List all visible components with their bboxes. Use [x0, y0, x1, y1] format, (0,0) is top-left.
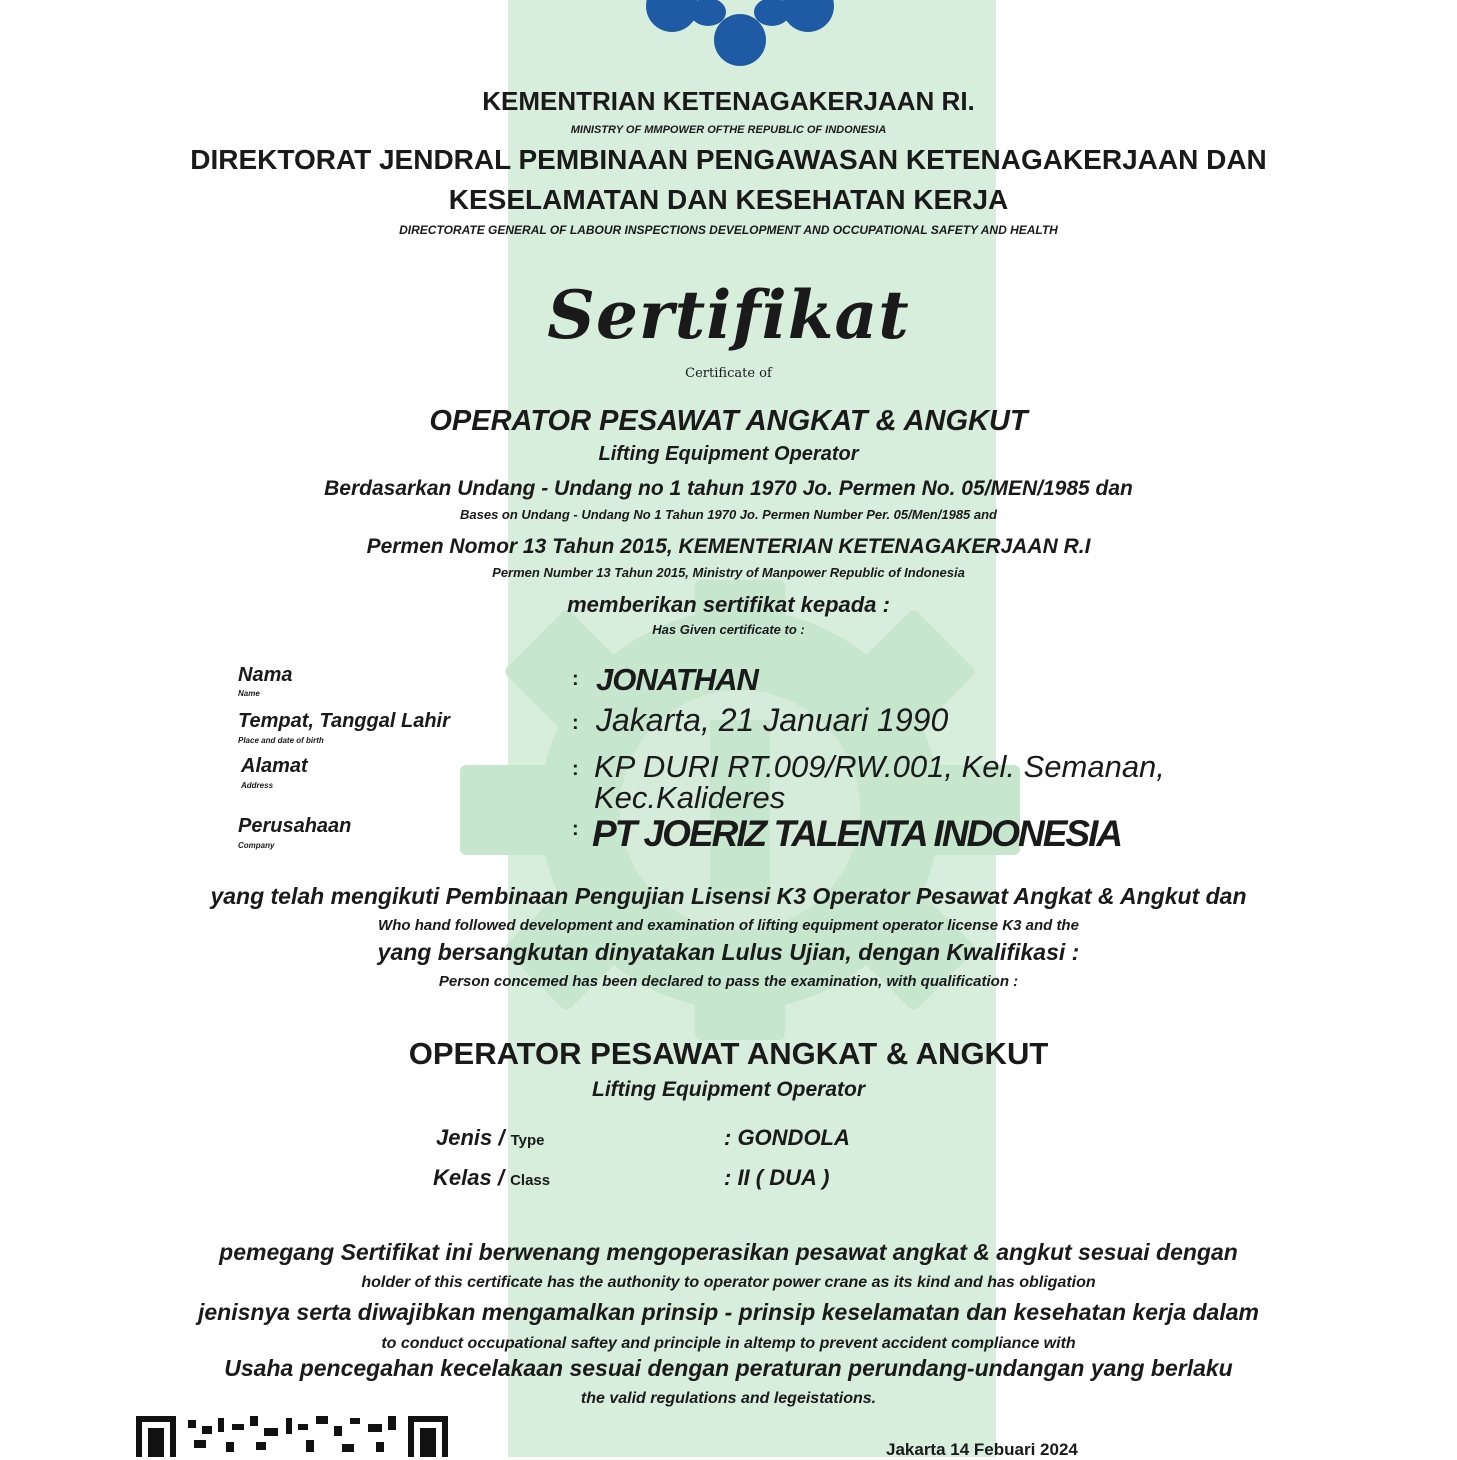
type-label [436, 1125, 545, 1151]
given-to-en: Has Given certificate to : [652, 622, 805, 637]
company-value: PT JOERIZ TALENTA INDONESIA [592, 813, 1122, 854]
type-value: : GONDOLA [724, 1125, 850, 1150]
authority-1: pemegang Sertifikat ini berwenang mengoperasikan pesawat angkat & angkut sesuai dengan [219, 1239, 1238, 1265]
name-separator: : [572, 668, 579, 690]
birth-value: Jakarta, 21 Januari 1990 [596, 702, 949, 738]
qualification-title: OPERATOR PESAWAT ANGKAT & ANGKUT [408, 1036, 1049, 1071]
directorate-title-en: DIRECTORATE GENERAL OF LABOUR INSPECTIONS DEVELOPMENT AND OCCUPATIONAL SAFETY AND HEALTH [399, 223, 1058, 237]
statement-2: yang bersangkutan dinyatakan Lulus Ujian, dengan Kwalifikasi : [377, 939, 1080, 965]
birth-label: Tempat, Tanggal Lahir [238, 710, 450, 732]
statement-1-en: Who hand followed development and examination of lifting equipment operator license K3 and the [378, 917, 1079, 934]
company-label-en: Company [238, 841, 275, 850]
statement-1: yang telah mengikuti Pembinaan Pengujian Lisensi K3 Operator Pesawat Angkat & Angkut dan [210, 883, 1247, 909]
place-date: Jakarta 14 Febuari 2024 [886, 1440, 1078, 1459]
class-label-en: Class [510, 1172, 551, 1189]
birth-separator: : [572, 712, 579, 734]
directorate-title-1: DIREKTORAT JENDRAL PEMBINAAN PENGAWASAN KETENAGAKERJAAN DAN [190, 144, 1267, 175]
address-value-1: KP DURI RT.009/RW.001, Kel. Semanan, [594, 749, 1165, 784]
name-label-en: Name [238, 689, 260, 698]
address-label: Alamat [241, 755, 308, 777]
type-label-en: Type [510, 1132, 545, 1149]
class-label [433, 1165, 550, 1191]
legal-basis-1-en: Bases on Undang - Undang No 1 Tahun 1970 Jo. Permen Number Per. 05/Men/1985 and [460, 507, 997, 522]
certificate-subtitle: Certificate of [685, 366, 772, 381]
certification-name: OPERATOR PESAWAT ANGKAT & ANGKUT [429, 405, 1028, 437]
legal-basis-2-en: Permen Number 13 Tahun 2015, Ministry of Manpower Republic of Indonesia [492, 565, 965, 580]
given-to: memberikan sertifikat kepada : [567, 592, 890, 617]
certificate-title: Sertifikat [547, 276, 910, 354]
class-value: : II ( DUA ) [724, 1165, 830, 1190]
name-value: JONATHAN [596, 662, 758, 697]
authority-3-en: the valid regulations and legeistations. [580, 1390, 877, 1407]
authority-2-en: to conduct occupational saftey and principle in altemp to prevent accident compliance with [381, 1335, 1076, 1352]
certification-name-en: Lifting Equipment Operator [598, 443, 859, 465]
birth-label-en: Place and date of birth [238, 736, 324, 745]
address-label-en: Address [241, 781, 274, 790]
company-separator: : [572, 818, 579, 840]
authority-2: jenisnya serta diwajibkan mengamalkan prinsip - prinsip keselamatan dan kesehatan kerja dalam [198, 1299, 1259, 1325]
type-label-id: Jenis / [436, 1125, 505, 1150]
authority-3: Usaha pencegahan kecelakaan sesuai dengan peraturan perundang-undangan yang berlaku [224, 1355, 1233, 1381]
ministry-logo-icon [620, 0, 860, 70]
company-label: Perusahaan [238, 815, 352, 837]
qualification-title-en: Lifting Equipment Operator [592, 1078, 865, 1101]
address-separator: : [572, 758, 579, 780]
qr-code-icon [136, 1416, 448, 1457]
ministry-title: KEMENTRIAN KETENAGAKERJAAN RI. [482, 86, 975, 116]
name-label: Nama [238, 664, 293, 686]
class-label-id: Kelas / [433, 1165, 504, 1190]
authority-1-en: holder of this certificate has the authonity to operator power crane as its kind and has obligation [361, 1274, 1096, 1291]
legal-basis-1: Berdasarkan Undang - Undang no 1 tahun 1970 Jo. Permen No. 05/MEN/1985 dan [324, 477, 1133, 500]
ministry-title-en: MINISTRY OF MMPOWER OFTHE REPUBLIC OF INDONESIA [570, 124, 887, 136]
address-value-2: Kec.Kalideres [594, 780, 786, 815]
statement-2-en: Person concemed has been declared to pass the examination, with qualification : [438, 973, 1019, 990]
directorate-title-2: KESELAMATAN DAN KESEHATAN KERJA [448, 184, 1009, 215]
legal-basis-2: Permen Nomor 13 Tahun 2015, KEMENTERIAN KETENAGAKERJAAN R.I [366, 535, 1091, 558]
